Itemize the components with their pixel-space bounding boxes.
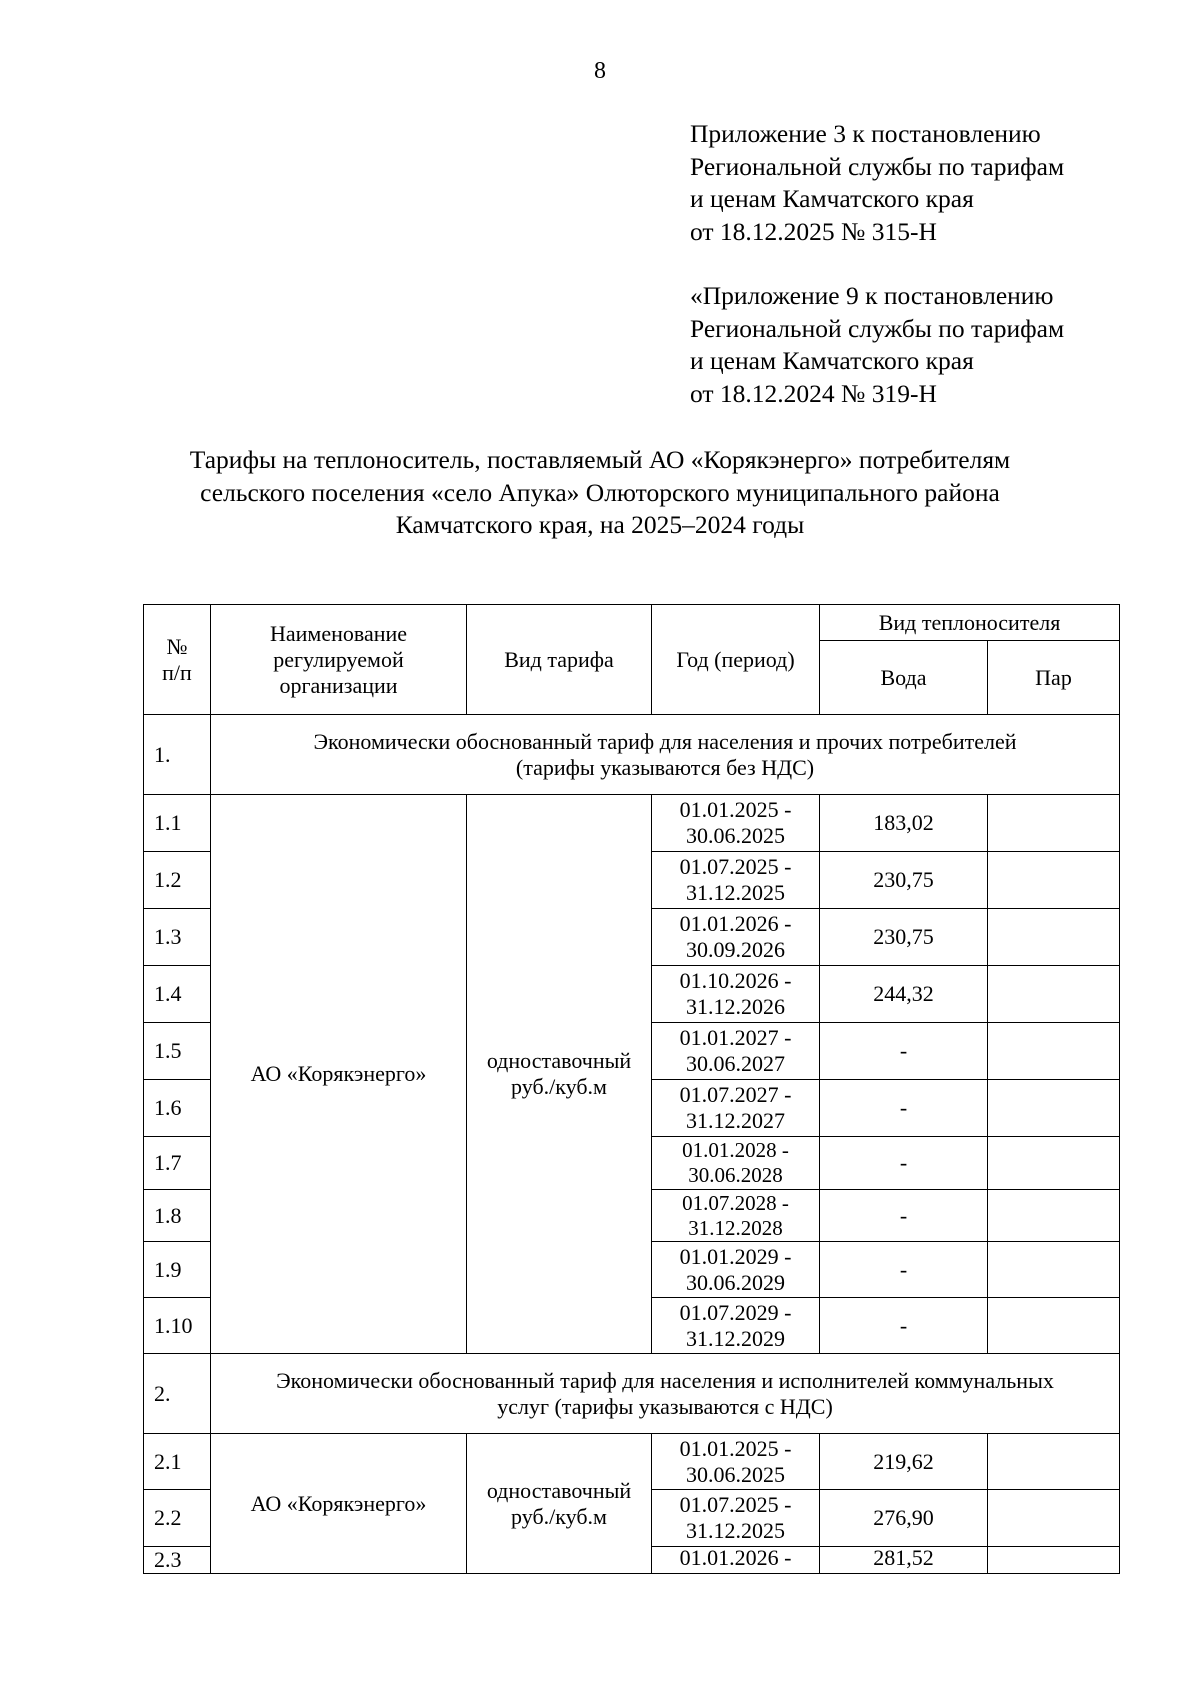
period: 01.01.2028 - 30.06.2028	[652, 1137, 820, 1190]
annex-line: Приложение 3 к постановлению	[690, 119, 1041, 148]
tariff-type: одноставочный руб./куб.м	[467, 1434, 652, 1574]
annex-reference-original	[690, 280, 1170, 410]
header-carrier: Вид теплоносителя	[820, 605, 1120, 641]
row-number: 1.5	[144, 1023, 211, 1080]
period: 01.07.2027 - 31.12.2027	[652, 1080, 820, 1137]
header-row	[144, 605, 1120, 641]
period: 01.01.2025 - 30.06.2025	[652, 1434, 820, 1490]
steam-tariff	[988, 1190, 1120, 1242]
steam-tariff	[988, 852, 1120, 909]
header-steam: Пар	[988, 641, 1120, 715]
water-tariff: -	[820, 1190, 988, 1242]
period: 01.01.2026 - 30.09.2026	[652, 909, 820, 966]
steam-tariff	[988, 1547, 1120, 1574]
header-tariff-type: Вид тарифа	[467, 605, 652, 715]
document-title	[0, 444, 1200, 542]
table-row	[144, 795, 1120, 852]
row-number: 1.10	[144, 1298, 211, 1354]
annex-line: от 18.12.2024 № 319-Н	[690, 378, 937, 408]
group-row	[144, 715, 1120, 795]
water-tariff: -	[820, 1137, 988, 1190]
row-number: 1.8	[144, 1190, 211, 1242]
organization-name: АО «Корякэнерго»	[211, 795, 467, 1354]
row-number: 2.2	[144, 1490, 211, 1547]
period: 01.10.2026 - 31.12.2026	[652, 966, 820, 1023]
water-tariff: 219,62	[820, 1434, 988, 1490]
header-water: Вода	[820, 641, 988, 715]
organization-name: АО «Корякэнерго»	[211, 1434, 467, 1574]
annex-reference-current	[690, 118, 1170, 248]
group-title: Экономически обоснованный тариф для населения и исполнителей коммунальных услуг (тарифы указываются с НДС)	[211, 1354, 1120, 1434]
period: 01.07.2029 - 31.12.2029	[652, 1298, 820, 1354]
water-tariff: -	[820, 1242, 988, 1298]
period: 01.07.2025 - 31.12.2025	[652, 1490, 820, 1547]
steam-tariff	[988, 1490, 1120, 1547]
row-number: 1.7	[144, 1137, 211, 1190]
annex-line: «Приложение 9 к постановлению	[690, 281, 1054, 310]
annex-line: Региональной службы по тарифам	[690, 151, 1065, 181]
steam-tariff	[988, 1023, 1120, 1080]
steam-tariff	[988, 795, 1120, 852]
page-number: 8	[594, 58, 606, 84]
water-tariff: 281,52	[820, 1547, 988, 1574]
tariff-table	[143, 604, 1120, 1574]
water-tariff: 230,75	[820, 852, 988, 909]
row-number: 1.4	[144, 966, 211, 1023]
period: 01.01.2027 - 30.06.2027	[652, 1023, 820, 1080]
period: 01.01.2025 - 30.06.2025	[652, 795, 820, 852]
group-row	[144, 1354, 1120, 1434]
steam-tariff	[988, 1137, 1120, 1190]
row-number: 2.3	[144, 1547, 211, 1574]
steam-tariff	[988, 1080, 1120, 1137]
steam-tariff	[988, 966, 1120, 1023]
steam-tariff	[988, 909, 1120, 966]
row-number: 1.1	[144, 795, 211, 852]
title-line: сельского поселения «село Апука» Олюторского муниципального района	[200, 477, 1000, 507]
header-organization: Наименование регулируемой организации	[211, 605, 467, 715]
annex-line: и ценам Камчатского края	[690, 184, 974, 213]
steam-tariff	[988, 1298, 1120, 1354]
period: 01.01.2026 -	[652, 1547, 820, 1574]
row-number: 1.9	[144, 1242, 211, 1298]
row-number: 2.1	[144, 1434, 211, 1490]
annex-line: Региональной службы по тарифам	[690, 313, 1065, 343]
water-tariff: 276,90	[820, 1490, 988, 1547]
annex-line: от 18.12.2025 № 315-Н	[690, 216, 937, 246]
water-tariff: -	[820, 1023, 988, 1080]
water-tariff: -	[820, 1298, 988, 1354]
header-num: № п/п	[144, 605, 211, 715]
steam-tariff	[988, 1434, 1120, 1490]
water-tariff: -	[820, 1080, 988, 1137]
row-number: 1.3	[144, 909, 211, 966]
row-number: 1.2	[144, 852, 211, 909]
period: 01.07.2028 - 31.12.2028	[652, 1190, 820, 1242]
water-tariff: 230,75	[820, 909, 988, 966]
group-title: Экономически обоснованный тариф для населения и прочих потребителей (тарифы указываются без НДС)	[211, 715, 1120, 795]
title-line: Камчатского края, на 2025–2024 годы	[395, 510, 805, 539]
row-number: 1.6	[144, 1080, 211, 1137]
title-line: Тарифы на теплоноситель, поставляемый АО «Корякэнерго» потребителям	[189, 445, 1011, 474]
group-number: 1.	[144, 715, 211, 795]
water-tariff: 244,32	[820, 966, 988, 1023]
header-period: Год (период)	[652, 605, 820, 715]
annex-line: и ценам Камчатского края	[690, 346, 974, 375]
water-tariff: 183,02	[820, 795, 988, 852]
steam-tariff	[988, 1242, 1120, 1298]
table-row	[144, 1434, 1120, 1490]
tariff-type: одноставочный руб./куб.м	[467, 795, 652, 1354]
group-number: 2.	[144, 1354, 211, 1434]
period: 01.07.2025 - 31.12.2025	[652, 852, 820, 909]
period: 01.01.2029 - 30.06.2029	[652, 1242, 820, 1298]
